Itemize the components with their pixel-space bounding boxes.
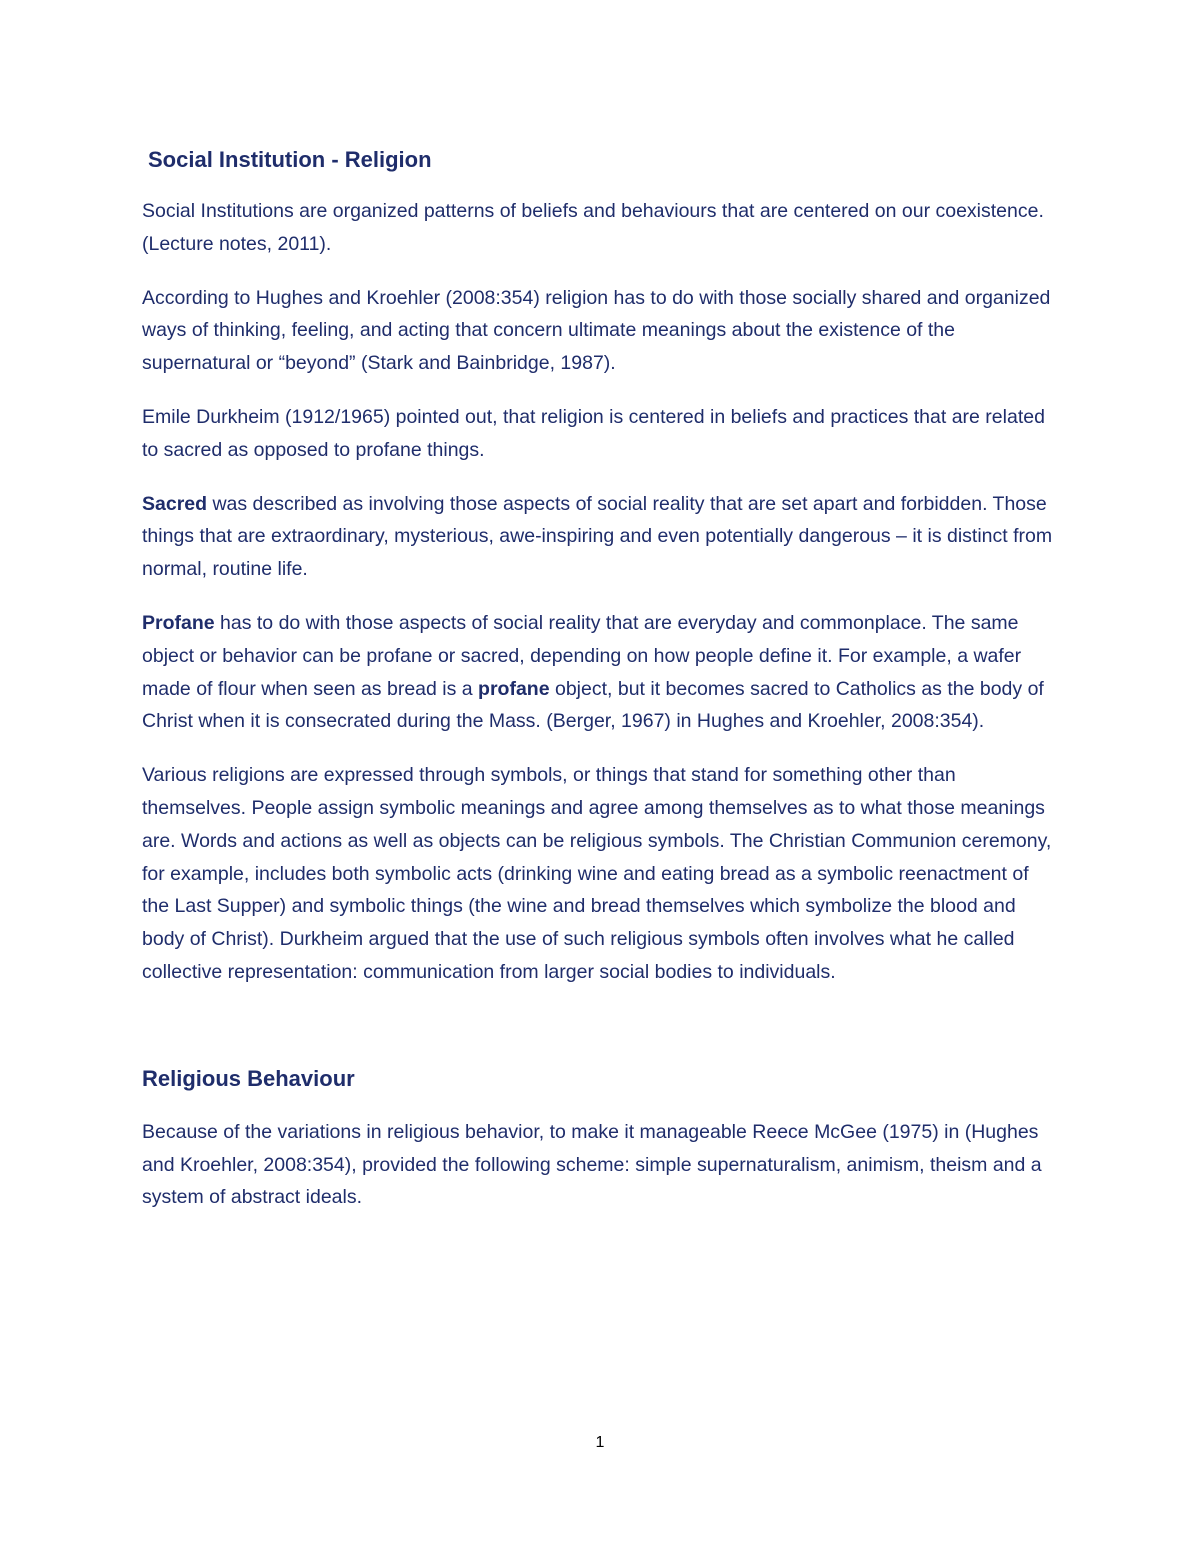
term-profane: Profane <box>142 611 215 634</box>
paragraph-profane <box>142 607 1057 738</box>
section-heading-religious-behaviour: Religious Behaviour <box>142 1065 355 1091</box>
paragraph-sacred <box>142 488 1057 586</box>
paragraph-durkheim: Emile Durkheim (1912/1965) pointed out, that religion is centered in beliefs and practices that are related to sacred as opposed to profane things. <box>142 405 1045 461</box>
profane-emphasis: profane <box>478 677 550 700</box>
term-sacred: Sacred <box>142 492 208 515</box>
paragraph-profane-text-a: has to do with those aspects of social reality that are everyday and commonplace. The same object or behavior can be profane or sacred, depending on how people define it. For example, a wafer made of flour when seen as bread is a <box>142 611 1022 700</box>
document-title: Social Institution - Religion <box>148 147 432 172</box>
paragraph-definition: Social Institutions are organized patterns of beliefs and behaviours that are centered on our coexistence. (Lecture notes, 2011). <box>142 200 1044 255</box>
document-body <box>142 144 1057 1214</box>
page-number: 1 <box>595 1434 605 1451</box>
paragraph-hughes-kroehler: According to Hughes and Kroehler (2008:354) religion has to do with those socially shared and organized ways of thinking, feeling, and acting that concern ultimate meanings about the existence of the supernatural or “beyond” (Stark and Bainbridge, 1987). <box>142 286 1051 375</box>
paragraph-symbols: Various religions are expressed through symbols, or things that stand for something other than themselves. People assign symbolic meanings and agree among themselves as to what those meanings are. Words and actions as well as objects can be religious symbols. The Christian Communion ceremony, for example, includes both symbolic acts (drinking wine and eating bread as a symbolic reenactment of the Last Supper) and symbolic things (the wine and bread themselves which symbolize the blood and body of Christ). Durkheim argued that the use of such religious symbols often involves what he called collective representation: communication from larger social bodies to individuals. <box>142 764 1052 983</box>
paragraph-religious-behaviour: Because of the variations in religious behavior, to make it manageable Reece McGee (1975) in (Hughes and Kroehler, 2008:354), provided the following scheme: simple supernaturalism, animism, theism and a system of abstract ideals. <box>142 1120 1042 1209</box>
paragraph-sacred-text: was described as involving those aspects of social reality that are set apart and forbidden. Those things that are extraordinary, mysterious, awe-inspiring and even potentially dangerous – it is distinct from normal, routine life. <box>142 492 1053 581</box>
paragraph-profane-text-b: object, but it becomes sacred to Catholics as the body of Christ when it is consecrated during the Mass. (Berger, 1967) in Hughes and Kroehler, 2008:354). <box>142 677 1044 733</box>
